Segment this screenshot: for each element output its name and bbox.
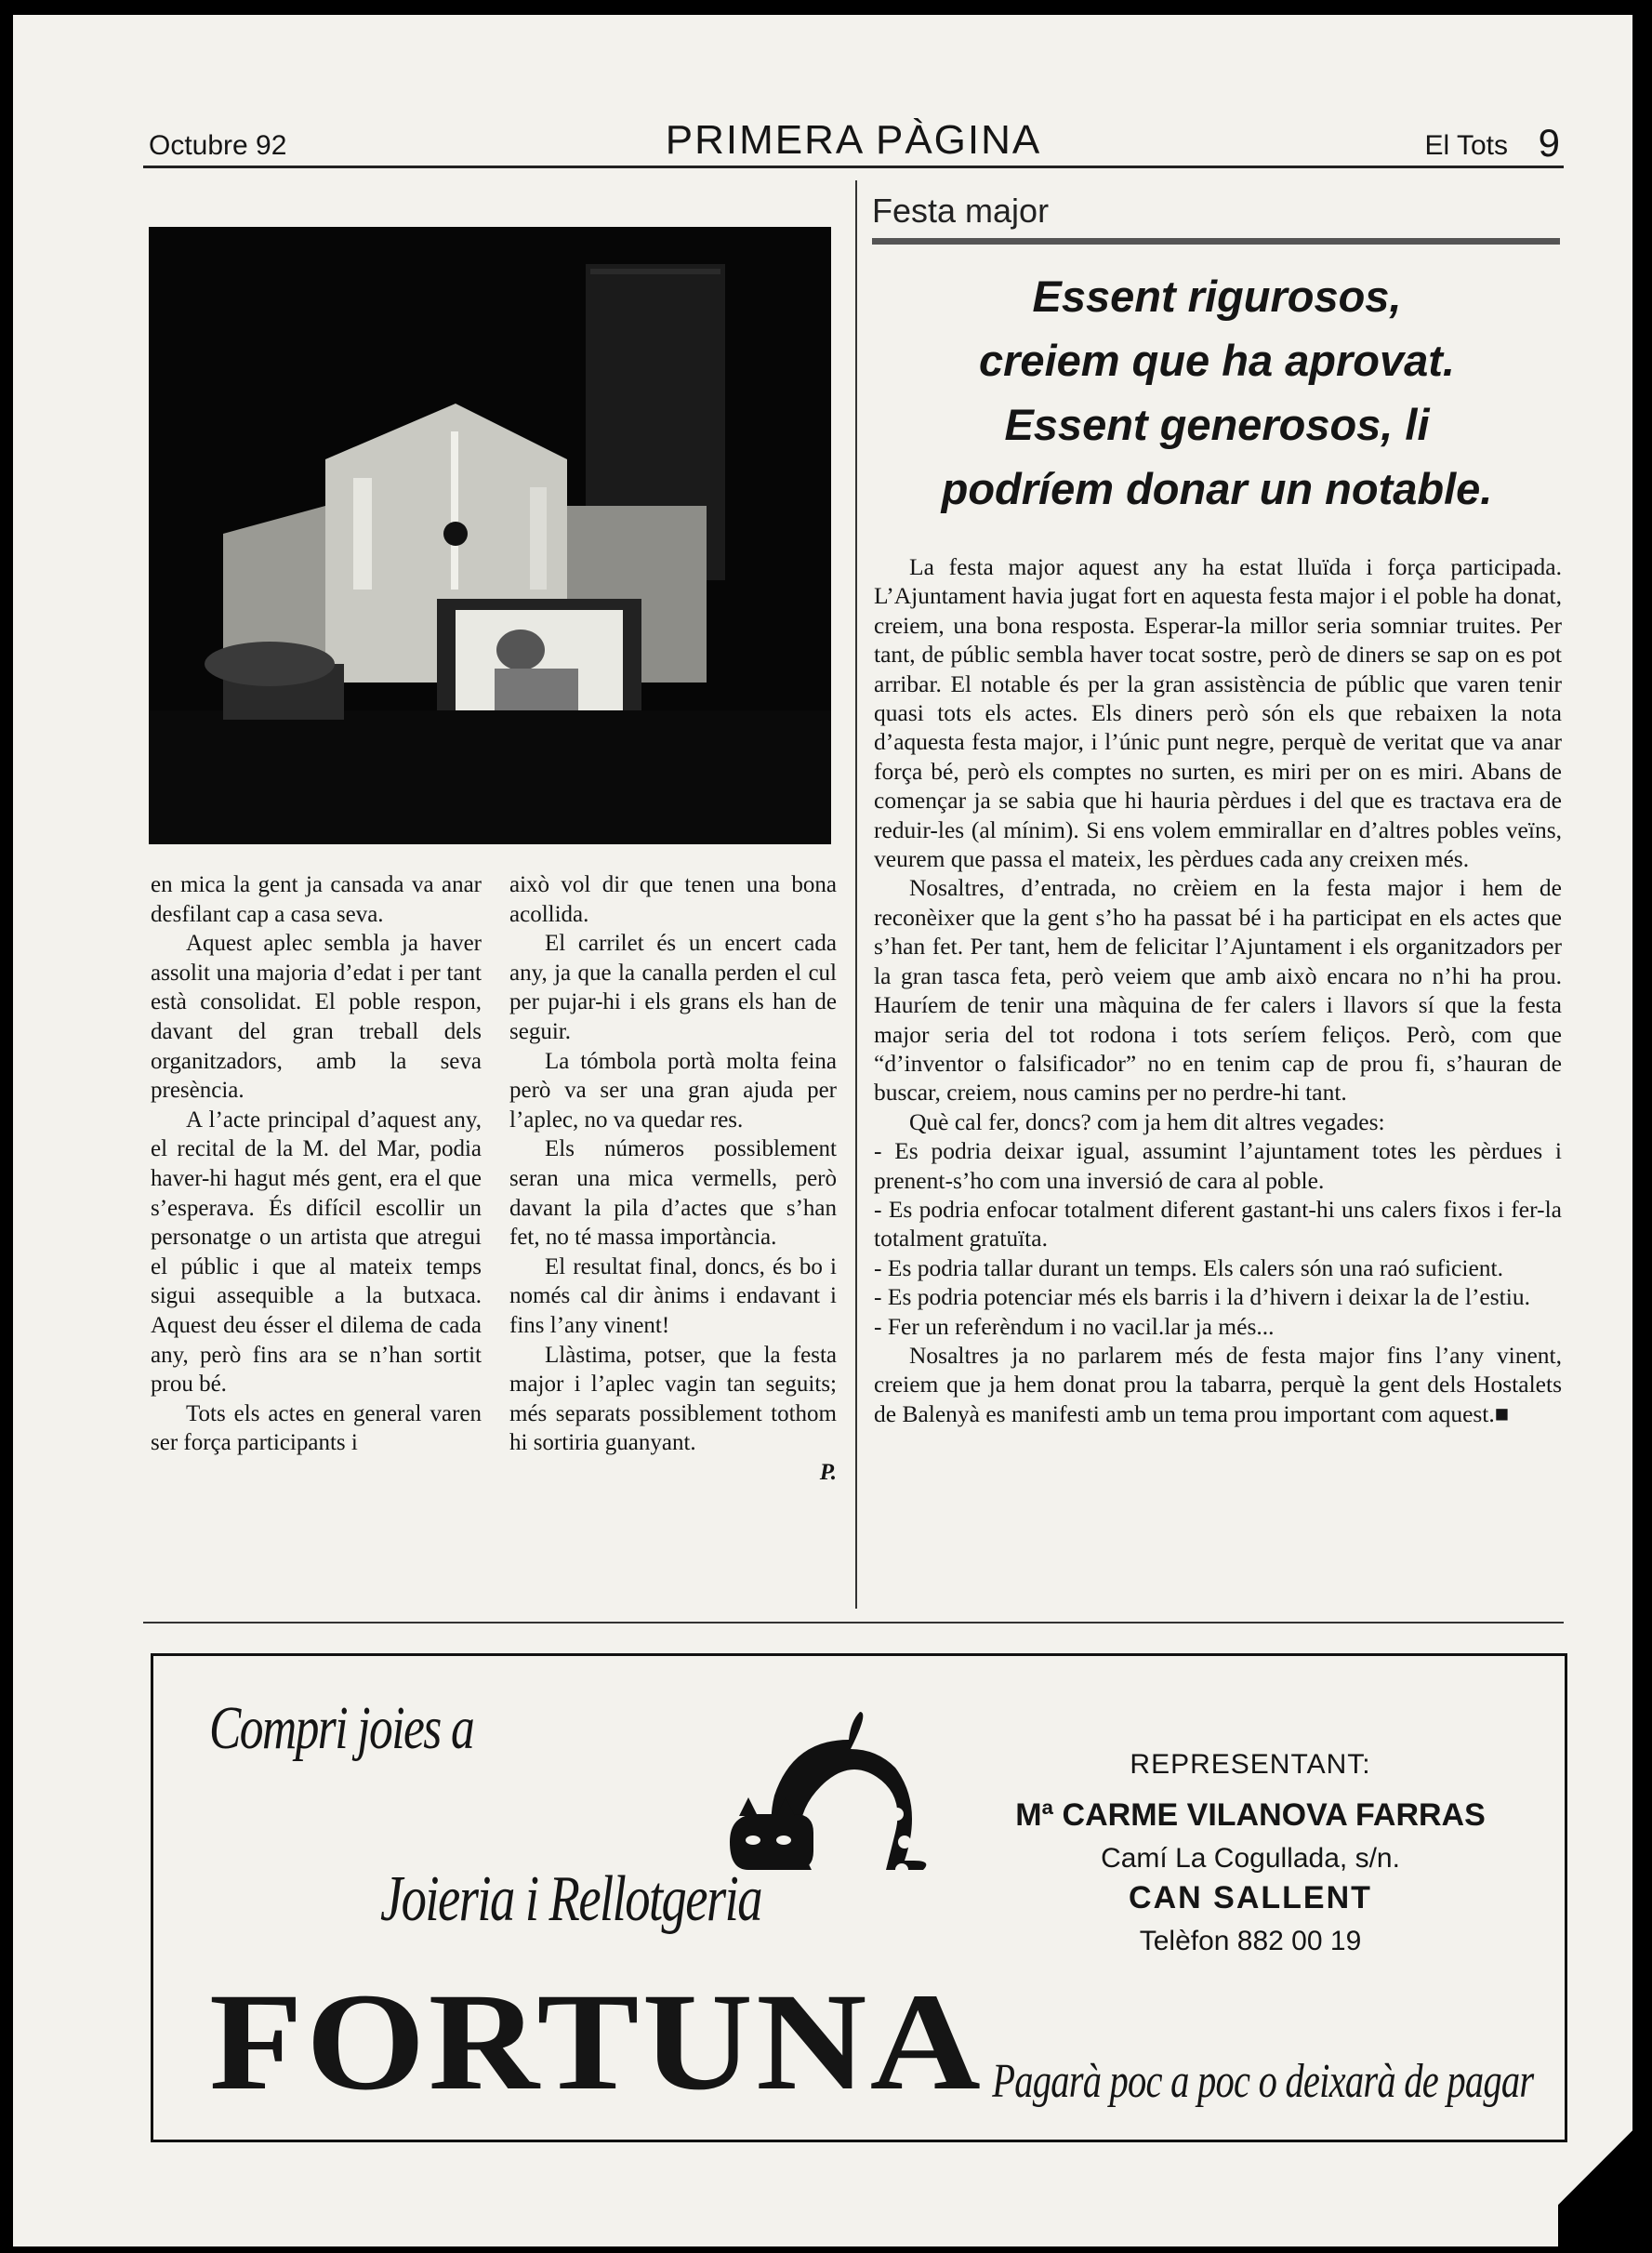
newspaper-page bbox=[13, 15, 1632, 2246]
headline-line: podríem donar un notable. bbox=[941, 464, 1493, 513]
issue-date: Octubre 92 bbox=[149, 130, 287, 161]
option-item: - Fer un referèndum i no vacil.lar ja més... bbox=[874, 1312, 1275, 1340]
left-article-column-1 bbox=[151, 870, 482, 1458]
paragraph: Els números possiblement seran una mica vermells, però davant la pila d’actes que s’han fet, no té massa importància. bbox=[509, 1136, 837, 1251]
paragraph: Llàstima, potser, que la festa major i l’aplec vagin tan seguits; més separats possiblement tothom hi sortiria guanyant. bbox=[509, 1342, 837, 1456]
paragraph: Aquest aplec sembla ja haver assolit una majoria d’edat i per tant està consolidat. El poble respon, davant del gran treball dels organitzadors, amb la seva presència. bbox=[151, 931, 482, 1104]
ad-tagline-top: Compri joies a bbox=[209, 1694, 474, 1762]
closing-text: Nosaltres ja no parlarem més de festa major fins l’any vinent, creiem que ja hem donat prou la tabarra, perquè la gent dels Hostalets de Balenyà es manifesti amb un tema prou important com aquest. bbox=[874, 1341, 1562, 1427]
rep-label: REPRESENTANT: bbox=[1130, 1749, 1371, 1780]
paragraph: La festa major aquest any ha estat lluïda i força participada. L’Ajuntament havia jugat fort en aquesta festa major i el poble ha donat, creiem, una bona resposta. Esperar-la millor seria somniar truites. Per tant, de públic sembla haver tocat sostre, però de diners se sap on es pot arribar. El notable és per la gran assistència de públic que varen tenir quasi tots els actes. Els diners però són els que rebaixen la nota d’aquesta festa major, i l’únic punt negre, perquè de veritat que va anar força bé, però els comptes no surten, es miri per on es miri. Abans de començar ja se sabia que hi hauria pèrdues i del que es tractava era de reduir-les (al mínim). Si ens volem emmirallar en d’altres pobles veïns, veurem que passa el mateix, les pèrdues cada any creixen més. bbox=[874, 553, 1562, 873]
headline-line: Essent generosos, li bbox=[1004, 400, 1430, 449]
ad-slogan: Pagarà poc a poc o deixarà de pagar bbox=[991, 2055, 1533, 2108]
paragraph: això vol dir que tenen una bona acollida. bbox=[509, 872, 837, 927]
rep-address: Camí La Cogullada, s/n. bbox=[1101, 1843, 1400, 1874]
paragraph: A l’acte principal d’aquest any, el recital de la M. del Mar, podia haver-hi hagut més gent, era el que s’esperava. És difícil escollir un personatge o un artista que atregui el públic i que al mateix temps sigui assequible a la butxaca. Aquest deu ésser el dilema de cada any, però fins ara se n’han sortit prou bé. bbox=[151, 1107, 482, 1398]
option-item: - Es podria tallar durant un temps. Els calers són una raó suficient. bbox=[874, 1253, 1503, 1281]
publication-name: El Tots bbox=[1424, 130, 1508, 161]
option-item: - Es podria deixar igual, assumint l’ajuntament totes les pèrdues i prenent-s’ho com una inversió de cara al poble. bbox=[874, 1137, 1562, 1194]
page-corner bbox=[1558, 2088, 1632, 2246]
article-kicker: Festa major bbox=[872, 192, 1050, 230]
festa-major-article-body bbox=[874, 552, 1562, 1428]
section-title: PRIMERA PÀGINA bbox=[665, 117, 1042, 163]
closing-paragraph bbox=[874, 1341, 1562, 1428]
paragraph: El carrilet és un encert cada any, ja que la canalla perden el cul per pujar-hi i els grans els han de seguir. bbox=[509, 931, 837, 1044]
paragraph: Què cal fer, doncs? com ja hem dit altres vegades: bbox=[909, 1107, 1385, 1135]
rep-name: Mª CARME VILANOVA FARRAS bbox=[1015, 1797, 1486, 1833]
church-illustration bbox=[149, 227, 831, 844]
page-number: 9 bbox=[1538, 121, 1560, 165]
headline-line: creiem que ha aprovat. bbox=[979, 336, 1455, 385]
author-signature: P. bbox=[819, 1459, 837, 1485]
fortuna-jewelry-ad bbox=[151, 1653, 1567, 2142]
headline-line: Essent rigurosos, bbox=[1032, 272, 1402, 321]
end-mark-icon: ■ bbox=[1494, 1399, 1510, 1427]
rep-place: CAN SALLENT bbox=[1129, 1880, 1372, 1915]
paragraph: Tots els actes en general varen ser força participants i bbox=[151, 1400, 482, 1456]
left-article-column-2 bbox=[509, 870, 837, 1487]
article-headline bbox=[872, 264, 1562, 521]
rep-phone: Telèfon 882 00 19 bbox=[1139, 1926, 1362, 1956]
ad-representative-block bbox=[990, 1749, 1511, 1957]
paragraph: Nosaltres, d’entrada, no crèiem en la festa major i hem de reconèixer que la gent s’ho ha passat bé i ha participat en els actes que s’han fet. Per tant, hem de felicitar l’Ajuntament i els organitzadors per la gran tasca feta, però veiem que amb això encara no n’hi ha prou. Hauríem de tenir una màquina de fer calers i llavors sí que la festa major seria del tot rodona i tots seríem feliços. Però, com que “d’inventor o falsificador” no en tenim cap de prou fi, s’hauran de buscar, creiem, nous camins per no perdre-hi tant. bbox=[874, 874, 1562, 1107]
ad-tagline-mid: Joieria i Rellotgeria bbox=[380, 1863, 762, 1935]
paragraph: El resultat final, doncs, és bo i només cal dir ànims i endavant i fins l’any vinent! bbox=[509, 1253, 837, 1338]
page-header bbox=[143, 104, 1564, 168]
paragraph: en mica la gent ja cansada va anar desfilant cap a casa seva. bbox=[151, 872, 482, 927]
option-item: - Es podria enfocar totalment diferent gastant-hi uns calers fixos i fer-la totalment gratuïta. bbox=[874, 1195, 1562, 1252]
column-divider bbox=[855, 180, 857, 1609]
option-item: - Es podria potenciar més els barris i la d’hivern i deixar la de l’estiu. bbox=[874, 1283, 1530, 1311]
ad-brand-name: FORTUNA bbox=[209, 1965, 985, 2119]
section-divider bbox=[143, 1622, 1564, 1623]
kicker-rule bbox=[872, 238, 1560, 245]
church-night-photo bbox=[149, 227, 831, 844]
paragraph: La tómbola portà molta feina però va ser una gran ajuda per l’aplec, no va quedar res. bbox=[509, 1048, 837, 1133]
